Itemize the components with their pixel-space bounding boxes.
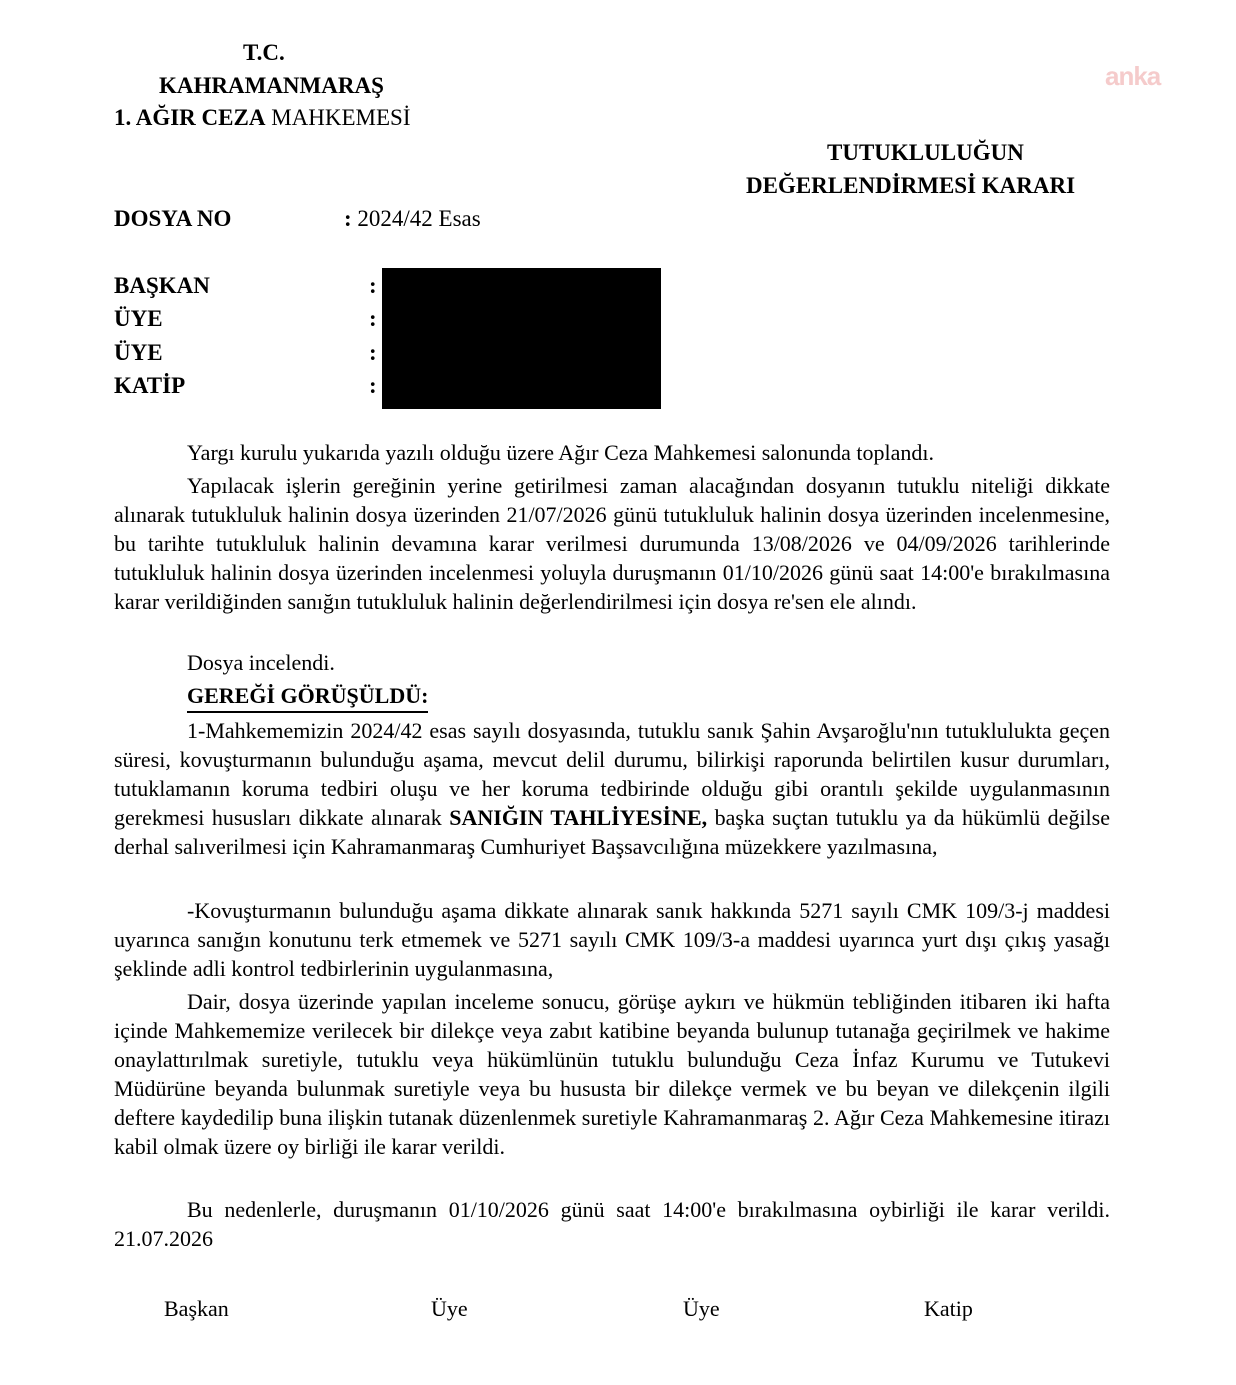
redaction-block <box>382 268 661 409</box>
paragraph-4 <box>114 716 1110 861</box>
signature-baskan: Başkan <box>164 1296 229 1321</box>
dosya-value: 2024/42 Esas <box>357 206 481 231</box>
panel-label-uye-1: ÜYE <box>114 306 163 331</box>
signature-katip: Katip <box>924 1296 973 1321</box>
panel-label-katip: KATİP <box>114 373 186 398</box>
dosya-value-wrap <box>344 204 481 233</box>
panel-label-uye-2: ÜYE <box>114 340 163 365</box>
header-tc: T.C. <box>243 40 285 65</box>
decision-title-line2: DEĞERLENDİRMESİ KARARI <box>746 173 1076 198</box>
panel-colon: : <box>369 373 377 398</box>
dosya-label: DOSYA NO <box>114 206 232 231</box>
paragraph-4-emphasis: SANIĞIN TAHLİYESİNE, <box>449 805 708 830</box>
paragraph-3: Dosya incelendi. <box>187 650 335 675</box>
header-court-rest: MAHKEMESİ <box>265 105 411 130</box>
paragraph-2: Yapılacak işlerin gereğinin yerine getirilmesi zaman alacağından dosyanın tutuklu niteliği dikkate alınarak tutukluluk halinin dosya üzerinden 21/07/2026 günü tutukluluk halinin dosya üzerinden incelenmesine, bu tarihte tutukluluk halinin devamına karar verilmesi durumunda 13/08/2026 ve 04/09/2026 tarihlerinde tutukluluk halinin dosya üzerinden incelenmesi yoluyla duruşmanın 01/10/2026 günü saat 14:00'e bırakılmasına karar verildiğinden sanığın tutukluluk halinin değerlendirilmesi için dosya re'sen ele alındı. <box>114 473 1110 614</box>
header-court <box>114 103 410 132</box>
panel-label-baskan: BAŞKAN <box>114 273 210 298</box>
section-heading: GEREĞİ GÖRÜŞÜLDÜ: <box>187 681 428 713</box>
signature-uye-1: Üye <box>431 1296 468 1321</box>
dosya-colon: : <box>344 206 352 231</box>
paragraph-4-text-b: başka suçtan tutuklu ya da hükümlü değilse derhal salıverilmesi için Kahramanmaraş Cumhuriyet Başsavcılığına müzekkere yazılmasına, <box>114 805 1110 859</box>
header-city: KAHRAMANMARAŞ <box>159 73 384 98</box>
header-court-bold: 1. AĞIR CEZA <box>114 105 266 130</box>
anka-watermark-logo: anka <box>1105 61 1161 91</box>
paragraph-5: -Kovuşturmanın bulunduğu aşama dikkate alınarak sanık hakkında 5271 sayılı CMK 109/3-j maddesi uyarınca sanığın konutunu terk etmemek ve 5271 sayılı CMK 109/3-a maddesi uyarınca yurt dışı çıkış yasağı şeklinde adli kontrol tedbirlerinin uygulanmasına, <box>114 898 1110 981</box>
signature-uye-2: Üye <box>683 1296 720 1321</box>
panel-colon: : <box>369 340 377 365</box>
panel-colon: : <box>369 273 377 298</box>
panel-colon: : <box>369 306 377 331</box>
paragraph-6: Dair, dosya üzerinde yapılan inceleme sonucu, görüşe aykırı ve hükmün tebliğinden itibaren iki hafta içinde Mahkememize verilecek bir dilekçe veya zabıt katibine beyanda bulunup tutanağa geçirilmek ve hakime onaylattırılmak suretiyle, tutuklu veya hükümlünün tutuklu bulunduğu Ceza İnfaz Kurumu ve Tutukevi Müdürüne beyanda bulunmak suretiyle veya bu hususta bir dilekçe vermek ve bu beyan ve dilekçenin ilgili deftere kaydedilip buna ilişkin tutanak düzenlenmek suretiyle Kahramanmaraş 2. Ağır Ceza Mahkemesine itirazı kabil olmak üzere oy birliği ile karar verildi. <box>114 989 1110 1159</box>
paragraph-7: Bu nedenlerle, duruşmanın 01/10/2026 günü saat 14:00'e bırakılmasına oybirliği ile karar verildi. 21.07.2026 <box>114 1197 1110 1251</box>
decision-title-line1: TUTUKLULUĞUN <box>827 140 1024 165</box>
paragraph-4-text-a: 1-Mahkememizin 2024/42 esas sayılı dosyasında, tutuklu sanık Şahin Avşaroğlu'nın tutuklulukta geçen süresi, kovuşturmanın bulunduğu aşama, mevcut delil durumu, bilirkişi raporunda belirtilen kusur durumları, tutuklamanın koruma tedbiri oluşu ve her koruma tedbirinde olduğu gibi orantılı şekilde uygulanmasının gerekmesi hususları dikkate alınarak <box>114 718 1110 830</box>
paragraph-1: Yargı kurulu yukarıda yazılı olduğu üzere Ağır Ceza Mahkemesi salonunda toplandı. <box>187 440 935 465</box>
